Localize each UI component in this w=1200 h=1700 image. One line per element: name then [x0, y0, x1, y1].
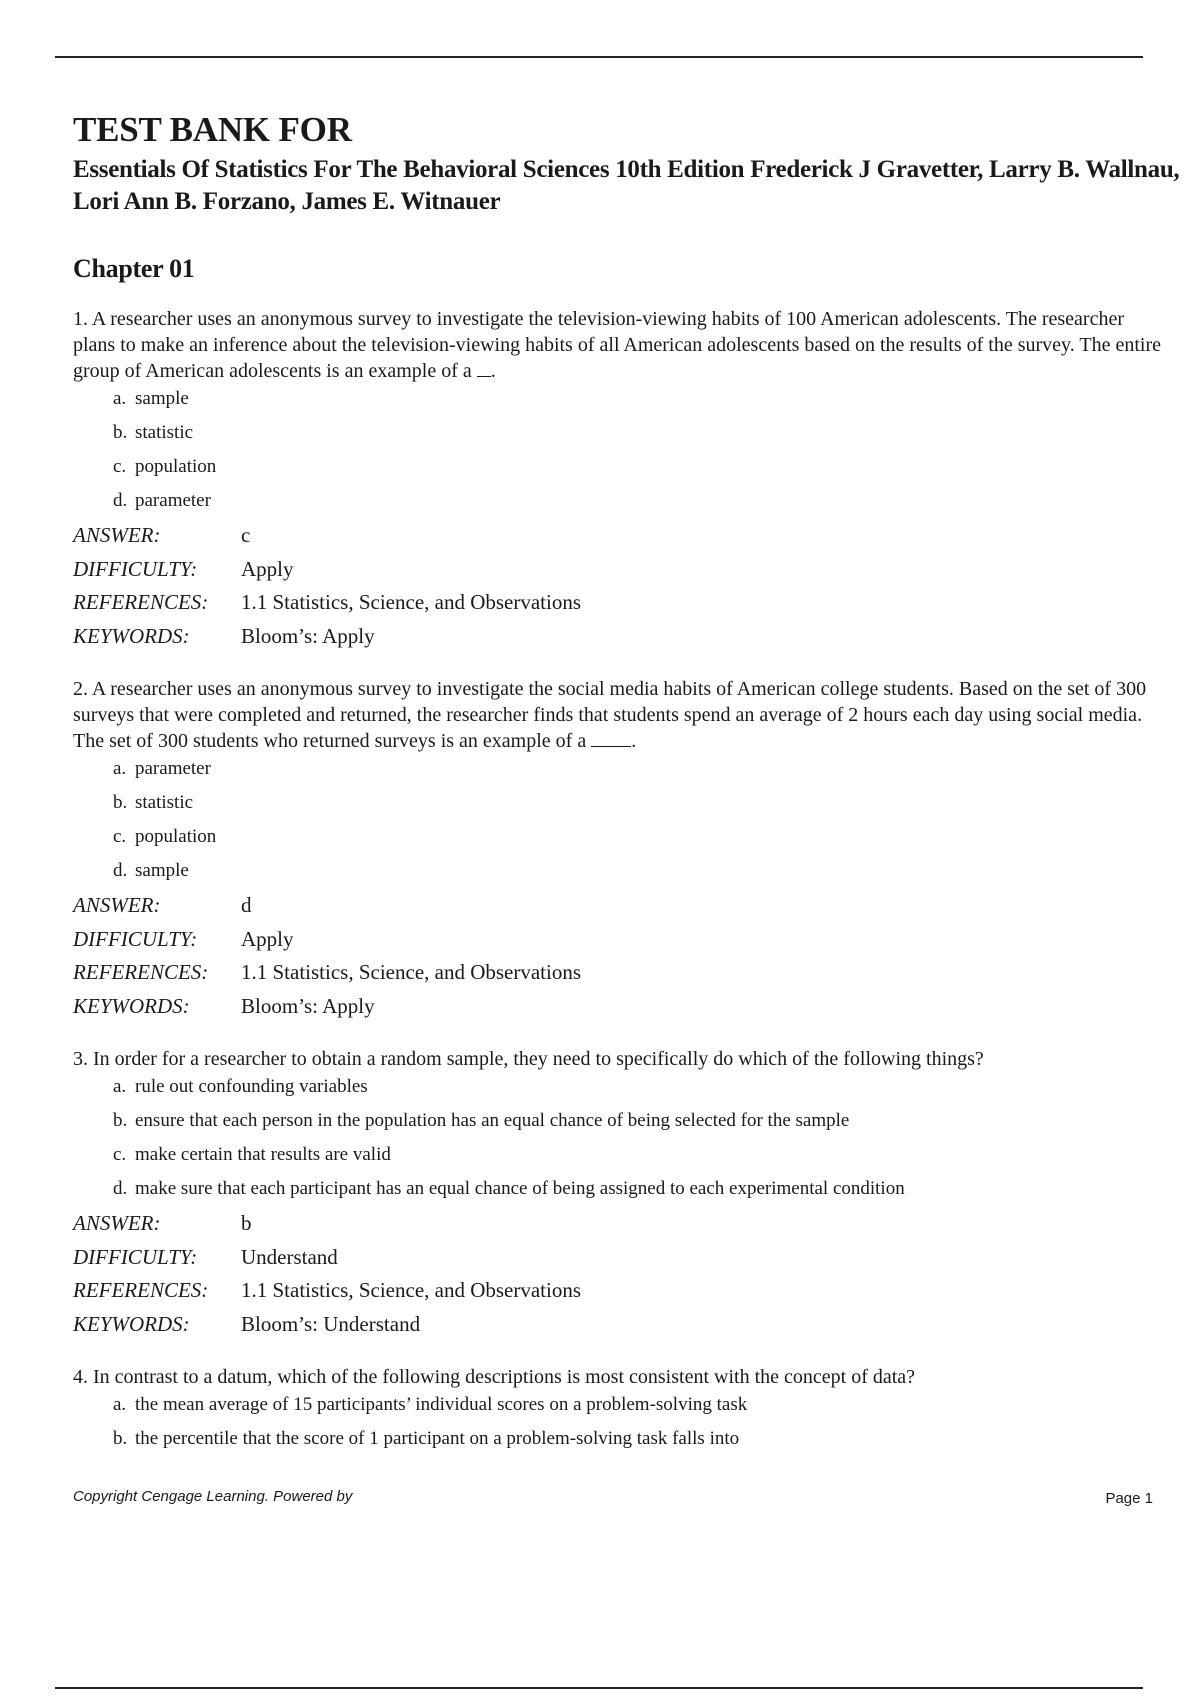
question-3: [73, 1046, 1193, 1344]
question-stem: [73, 306, 1163, 384]
keywords-value: Bloom’s: Apply: [241, 993, 375, 1018]
option-c: [113, 1142, 1193, 1176]
difficulty-value: Apply: [241, 926, 294, 951]
keywords-label: KEYWORDS:: [73, 993, 190, 1018]
question-number: 4.: [73, 1366, 88, 1388]
page-number: Page 1: [1105, 1490, 1153, 1507]
option-text: make certain that results are valid: [135, 1144, 391, 1165]
difficulty-value: Apply: [241, 556, 294, 581]
copyright-notice: Copyright Cengage Learning. Powered by: [73, 1488, 353, 1505]
option-text: statistic: [135, 422, 194, 443]
option-b: [113, 790, 1193, 824]
question-stem: [73, 1046, 1163, 1072]
difficulty-value: Understand: [241, 1244, 338, 1269]
answer-blank: [591, 730, 631, 747]
references-row: [73, 1277, 1193, 1311]
keywords-row: [73, 1311, 1193, 1345]
option-text: statistic: [135, 792, 194, 813]
question-text: A researcher uses an anonymous survey to investigate the social media habits of American college students. Based on the set of 300 surveys that were completed and returned, the researcher finds that students spend an average of 2 hours each day using social media. The set of 300 students who returned surveys is an example of a: [73, 678, 1147, 752]
difficulty-row: [73, 556, 1193, 590]
references-value: 1.1 Statistics, Science, and Observations: [241, 1278, 582, 1302]
option-letter: c.: [113, 456, 127, 477]
option-text: sample: [135, 388, 189, 409]
option-d: [113, 1176, 1193, 1210]
question-number: 2.: [73, 678, 88, 700]
option-d: [113, 488, 1193, 522]
document-title: TEST BANK FOR: [73, 110, 352, 149]
question-4: [73, 1364, 1193, 1460]
option-a: [113, 1392, 1193, 1426]
option-b: [113, 1108, 1193, 1142]
answer-value: d: [241, 893, 252, 917]
question-text-end: .: [490, 360, 496, 382]
question-text: In contrast to a datum, which of the following descriptions is most consistent with the concept of data?: [93, 1366, 916, 1388]
option-letter: a.: [113, 1076, 127, 1097]
option-text: rule out confounding variables: [135, 1076, 368, 1097]
keywords-label: KEYWORDS:: [73, 1311, 190, 1336]
keywords-value: Bloom’s: Apply: [241, 623, 375, 648]
bottom-rule: [55, 1687, 1143, 1689]
answer-row: [73, 1210, 1193, 1244]
answer-value: b: [241, 1211, 252, 1235]
question-1: [73, 306, 1193, 656]
references-row: [73, 589, 1193, 623]
difficulty-label: DIFFICULTY:: [73, 926, 198, 951]
options-list: [73, 1074, 1193, 1210]
question-text: In order for a researcher to obtain a random sample, they need to specifically do which of the following things?: [93, 1048, 984, 1070]
option-text: sample: [135, 860, 189, 881]
option-b: [113, 1426, 1193, 1460]
question-text: A researcher uses an anonymous survey to investigate the television-viewing habits of 100 American adolescents. The researcher plans to make an inference about the television-viewing habits of all American adolescents based on the results of the survey. The entire group of American adolescents is an example of a: [73, 308, 1161, 382]
option-text: parameter: [135, 758, 211, 779]
answer-label: ANSWER:: [73, 1211, 161, 1235]
question-2: [73, 676, 1193, 1026]
difficulty-label: DIFFICULTY:: [73, 1244, 198, 1269]
references-label: REFERENCES:: [73, 960, 209, 984]
answer-label: ANSWER:: [73, 893, 161, 917]
keywords-row: [73, 623, 1193, 657]
option-c: [113, 824, 1193, 858]
answer-label: ANSWER:: [73, 523, 161, 547]
page-content: [73, 110, 1193, 1460]
answer-row: [73, 522, 1193, 556]
option-letter: d.: [113, 1178, 128, 1199]
option-letter: b.: [113, 1110, 128, 1131]
option-a: [113, 756, 1193, 790]
option-letter: c.: [113, 826, 127, 847]
chapter-heading: Chapter 01: [73, 254, 195, 283]
options-list: [73, 756, 1193, 892]
option-text: the mean average of 15 participants’ individual scores on a problem-solving task: [135, 1394, 748, 1415]
option-a: [113, 386, 1193, 420]
keywords-row: [73, 993, 1193, 1027]
option-letter: b.: [113, 422, 128, 443]
difficulty-label: DIFFICULTY:: [73, 556, 198, 581]
references-value: 1.1 Statistics, Science, and Observations: [241, 960, 582, 984]
option-letter: d.: [113, 860, 128, 881]
question-metadata: [73, 892, 1193, 1026]
options-list: [73, 1392, 1193, 1460]
references-row: [73, 959, 1193, 993]
option-d: [113, 858, 1193, 892]
option-letter: c.: [113, 1144, 127, 1165]
question-stem: [73, 676, 1163, 754]
references-value: 1.1 Statistics, Science, and Observations: [241, 590, 582, 614]
references-label: REFERENCES:: [73, 1278, 209, 1302]
option-text: the percentile that the score of 1 participant on a problem-solving task falls into: [135, 1428, 740, 1449]
answer-row: [73, 892, 1193, 926]
option-letter: b.: [113, 792, 128, 813]
question-number: 3.: [73, 1048, 88, 1070]
option-text: make sure that each participant has an equal chance of being assigned to each experimental condition: [135, 1178, 905, 1199]
options-list: [73, 386, 1193, 522]
question-number: 1.: [73, 308, 88, 330]
option-text: population: [135, 456, 217, 477]
top-rule: [55, 56, 1143, 58]
option-letter: d.: [113, 490, 128, 511]
question-metadata: [73, 1210, 1193, 1344]
question-stem: [73, 1364, 1163, 1390]
option-letter: b.: [113, 1428, 128, 1449]
answer-value: c: [241, 523, 251, 547]
option-a: [113, 1074, 1193, 1108]
keywords-value: Bloom’s: Understand: [241, 1311, 421, 1336]
option-text: population: [135, 826, 217, 847]
difficulty-row: [73, 1244, 1193, 1278]
document-subtitle: Essentials Of Statistics For The Behavioral Sciences 10th Edition Frederick J Gravetter, Larry B. Wallnau, Lori Ann B. Forzano, James E. Witnauer: [73, 156, 1180, 215]
option-letter: a.: [113, 758, 127, 779]
answer-blank: [477, 360, 491, 377]
question-text-end: .: [631, 730, 637, 752]
difficulty-row: [73, 926, 1193, 960]
question-metadata: [73, 522, 1193, 656]
option-text: parameter: [135, 490, 211, 511]
keywords-label: KEYWORDS:: [73, 623, 190, 648]
option-text: ensure that each person in the population has an equal chance of being selected for the sample: [135, 1110, 850, 1131]
option-letter: a.: [113, 1394, 127, 1415]
option-b: [113, 420, 1193, 454]
references-label: REFERENCES:: [73, 590, 209, 614]
option-c: [113, 454, 1193, 488]
option-letter: a.: [113, 388, 127, 409]
